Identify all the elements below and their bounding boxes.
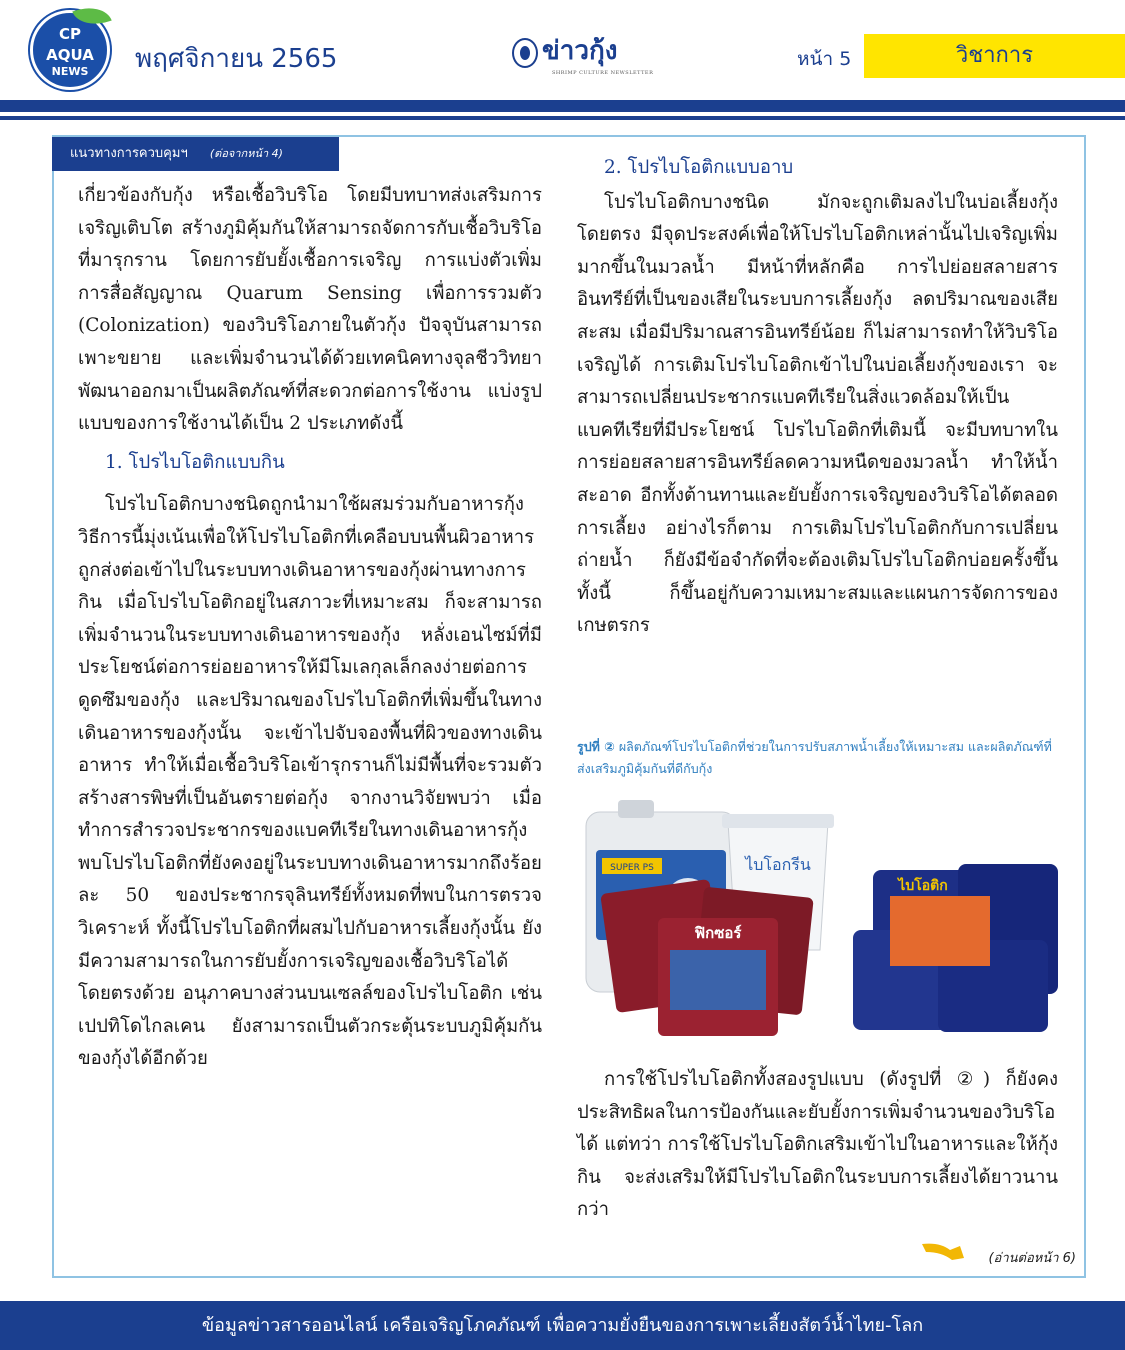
logo-line-2: AQUA [46, 46, 94, 64]
header-rule [0, 100, 1125, 112]
red-bag-label: ฟิกซอร์ [694, 924, 742, 942]
figure-caption [577, 736, 1063, 780]
jug-label: SUPER PS [610, 863, 654, 873]
page-footer: ข้อมูลข่าวสารออนไลน์ เครือเจริญโภคภัณฑ์ เพื่อความยั่งยืนของการเพาะเลี้ยงสัตว์น้ำไทย-โลก [0, 1301, 1125, 1350]
article-label-title: แนวทางการควบคุมฯ [70, 146, 188, 161]
intro-paragraph: เกี่ยวข้องกับกุ้ง หรือเชื้อวิบริโอ โดยมีบทบาทส่งเสริมการเจริญเติบโต สร้างภูมิคุ้มกันให้สามารถจัดการกับเชื้อวิบริโอที่มารุกราน โดยการยับยั้งเชื้อการเจริญ การแบ่งตัวเพิ่ม การสื่อสัญญาณ Quarum Sensing เพื่อการรวมตัว (Colonization) ของวิบริโอภายในตัวกุ้ง ปัจจุบันสามารถเพาะขยาย และเพิ่มจำนวนได้ด้วยเทคนิคทางจุลชีววิทยา พัฒนาออกมาเป็นผลิตภัณฑ์ที่สะดวกต่อการใช้งาน แบ่งรูปแบบของการใช้งานได้เป็น 2 ประเภทดังนี้ [78, 185, 542, 435]
product-photo [578, 800, 1068, 1040]
closing-paragraph: การใช้โปรไบโอติกทั้งสองรูปแบบ (ดังรูปที่ ②) ก็ยังคงประสิทธิผลในการป้องกันและยับยั้งการเพิ่มจำนวนของวิบริโอได้ แต่ทว่า การใช้โปรไบโอติกเสริมเข้าไปในอาหารและให้กุ้งกิน จะส่งเสริมให้มีโปรไบโอติกในระบบการเลี้ยงได้ยาวนานกว่า [577, 1069, 1058, 1221]
probiotic-bags-blue [853, 864, 1058, 1032]
heading-bath-probiotic: 2. โปรไบโอติกแบบอาบ [604, 157, 794, 178]
closing-block [577, 1064, 1058, 1227]
read-more-text: (อ่านต่อหน้า 6) [988, 1251, 1076, 1266]
article-label [52, 137, 339, 171]
bucket-label: ไบโอกรีน [745, 855, 811, 874]
bath-probiotic-paragraph: โปรไบโอติกบางชนิด มักจะถูกเติมลงไปในบ่อเลี้ยงกุ้งโดยตรง มีจุดประสงค์เพื่อให้โปรไบโอติกเหล่านั้นไปเจริญเพิ่มมากขึ้นในมวลน้ำ มีหน้าที่หลักคือ การไปย่อยสลายสารอินทรีย์ที่เป็นของเสียในระบบการเลี้ยงกุ้ง ลดปริมาณของเสียสะสม เมื่อมีปริมาณสารอินทรีย์น้อย ก็ไม่สามารถทำให้วิบริโอเจริญได้ การเติมโปรไบโอติกเข้าไปในบ่อเลี้ยงกุ้งของเรา จะสามารถเปลี่ยนประชากรแบคทีเรียในสิ่งแวดล้อมให้เป็นแบคทีเรียที่มีประโยชน์ โปรไบโอติกที่เติมนี้ จะมีบทบาทในการย่อยสลายสารอินทรีย์ลดความหนืดของมวลน้ำ ทำให้น้ำสะอาด อีกทั้งต้านทานและยับยั้งการเจริญของวิบริโอได้ตลอดการเลี้ยง อย่างไรก็ตาม การเติมโปรไบโอติกกับการเปลี่ยนถ่ายน้ำ ก็ยังมีข้อจำกัดที่จะต้องเติมโปรไบโอติกบ่อยครั้งขึ้น ทั้งนี้ ก็ขึ้นอยู่กับความเหมาะสมและแผนการจัดการของเกษตรกร [577, 191, 1058, 637]
cp-emblem-icon [512, 38, 538, 68]
logo-line-1: CP [58, 25, 81, 43]
page-header [0, 0, 1125, 112]
figure-caption-text: ผลิตภัณฑ์โปรไบโอติกที่ช่วยในการปรับสภาพน้ำเลี้ยงให้เหมาะสม และผลิตภัณฑ์ที่ส่งเสริมภูมิคุ้มกันที่ดีกับกุ้ง [577, 739, 1052, 776]
logo-line-3: NEWS [51, 65, 89, 78]
probiotic-bags-red [600, 879, 814, 1036]
figure-number: รูปที่ ② [577, 739, 615, 754]
blue-bag-label: ไบโอติก [898, 878, 948, 894]
oral-probiotic-paragraph: โปรไบโอติกบางชนิดถูกนำมาใช้ผสมร่วมกับอาหารกุ้ง วิธีการนี้มุ่งเน้นเพื่อให้โปรไบโอติกที่เคลือบบนพื้นผิวอาหาร ถูกส่งต่อเข้าไปในระบบทางเดินอาหารของกุ้งผ่านทางการกิน เมื่อโปรไบโอติกอยู่ในสภาวะที่เหมาะสม ก็จะสามารถเพิ่มจำนวนในระบบทางเดินอาหารของกุ้ง หลั่งเอนไซม์ที่มีประโยชน์ต่อการย่อยอาหารให้มีโมเลกุลเล็กลงง่ายต่อการดูดซึมของกุ้ง และปริมาณของโปรไบโอติกที่เพิ่มขึ้นในทางเดินอาหารของกุ้งนั้น จะเข้าไปจับจองพื้นที่ผิวของทางเดินอาหาร ทำให้เมื่อเชื้อวิบริโอเข้ารุกรานก็ไม่มีพื้นที่จะรวมตัวสร้างสารพิษที่เป็นอันตรายต่อกุ้ง จากงานวิจัยพบว่า เมื่อทำการสำรวจประชากรของแบคทีเรียในทางเดินอาหารกุ้ง พบโปรไบโอติกที่ยังคงอยู่ในระบบทางเดินอาหารมากถึงร้อยละ 50 ของประชากรจุลินทรีย์ทั้งหมดที่พบในการตรวจวิเคราะห์ ทั้งนี้โปรไบโอติกที่ผสมไปกับอาหารเลี้ยงกุ้งนั้น ยังมีความสามารถในการยับยั้งการเจริญของเชื้อวิบริโอได้โดยตรงด้วย อนุภาคบางส่วนบนเซลล์ของโปรไบโอติก เช่น เปปทิโดไกลเคน ยังสามารถเป็นตัวกระตุ้นระบบภูมิคุ้มกันของกุ้งได้อีกด้วย [78, 494, 542, 1070]
arrow-icon [920, 1238, 970, 1268]
heading-oral-probiotic: 1. โปรไบโอติกแบบกิน [105, 451, 285, 473]
cp-aqua-news-logo [30, 10, 110, 90]
brand-subtitle: SHRIMP CULTURE NEWSLETTER [552, 70, 654, 76]
product-illustration [578, 800, 1068, 1040]
section-tab: วิชาการ [864, 34, 1125, 78]
left-column [78, 180, 542, 1076]
issue-date: พฤศจิกายน 2565 [135, 44, 338, 74]
header-rule-thin [0, 116, 1125, 120]
continued-from: (ต่อจากหน้า 4) [209, 147, 283, 160]
read-more [920, 1238, 1080, 1268]
right-column [577, 152, 1058, 643]
page-number: หน้า 5 [797, 48, 852, 70]
brand-name: ข่าวกุ้ง [542, 36, 618, 66]
